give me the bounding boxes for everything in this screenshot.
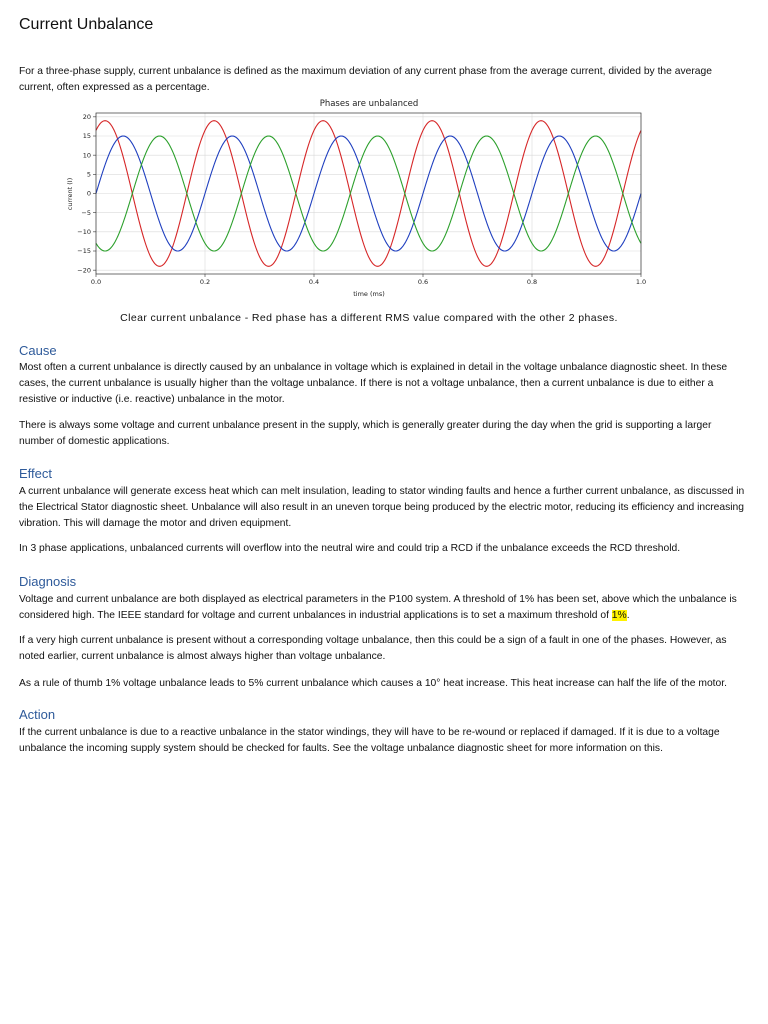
chart-y-axis-label: current (I) bbox=[66, 177, 74, 211]
y-tick-label: 0 bbox=[86, 189, 91, 198]
y-tick-label: −20 bbox=[77, 266, 91, 275]
action-heading: Action bbox=[19, 707, 56, 722]
x-tick-label: 0.4 bbox=[308, 278, 320, 286]
x-tick-label: 0.6 bbox=[417, 278, 429, 286]
y-tick-label: −5 bbox=[81, 208, 91, 217]
diagnosis-heading: Diagnosis bbox=[19, 574, 77, 589]
chart-x-axis-label: time (ms) bbox=[353, 290, 385, 298]
highlighted-threshold: 1% bbox=[611, 610, 627, 622]
chart-title: Phases are unbalanced bbox=[319, 99, 419, 109]
chart-axes bbox=[77, 113, 646, 286]
phase-current-chart bbox=[60, 96, 650, 306]
effect-paragraph-2: In 3 phase applications, unbalanced currents will overflow into the neutral wire and could trip a RCD if the unbalance exceeds the RCD threshold. bbox=[19, 543, 681, 554]
y-tick-label: 20 bbox=[82, 113, 91, 122]
diagnosis-p1-end: . bbox=[626, 610, 630, 622]
diagnosis-paragraph-3: As a rule of thumb 1% voltage unbalance leads to 5% current unbalance which causes a 10° heat increase. This heat increase can half the life of the motor. bbox=[19, 678, 727, 689]
action-paragraph-1: If the current unbalance is due to a reactive unbalance in the stator windings, they will have to be re-wound or replaced if damaged. If it is due to a voltage unbalance the incoming supply system should be checked for faults. See the voltage unbalance diagnostic sheet for more information on this. bbox=[19, 727, 720, 755]
diagnosis-p1-text: Voltage and current unbalance are both displayed as electrical parameters in the P100 system. A threshold of 1% has been set, above which the unbalance is considered high. The IEEE standard for voltage and current unbalances in industrial applications is to set a maximum threshold of bbox=[19, 594, 737, 622]
x-tick-label: 0.8 bbox=[526, 278, 538, 286]
cause-heading: Cause bbox=[19, 343, 57, 358]
intro-paragraph: For a three-phase supply, current unbalance is defined as the maximum deviation of any current phase from the average current, divided by the average current, often expressed as a percentage. bbox=[19, 66, 712, 94]
cause-paragraph-1: Most often a current unbalance is directly caused by an unbalance in voltage which is explained in detail in the voltage unbalance diagnostic sheet. In these cases, the current unbalance is usually higher than the voltage unbalance. If there is not a voltage unbalance, then a current unbalance is due to either a resistive or inductive (i.e. reactive) unbalance in the motor. bbox=[19, 362, 728, 406]
effect-paragraph-1: A current unbalance will generate excess heat which can melt insulation, leading to stator winding faults and hence a further current unbalance, as discussed in the Electrical Stator diagnostic sheet. Unbalance will also result in an uneven torque being produced by the electric motor, reducing its efficiency and increasing vibration. This will damage the motor and driven equipment. bbox=[19, 486, 745, 530]
diagnosis-paragraph-2: If a very high current unbalance is present without a corresponding voltage unbalance, then this could be a sign of a fault in one of the phases. However, as noted earlier, current unbalance is almost always higher than voltage unbalance. bbox=[19, 635, 727, 663]
y-tick-label: 10 bbox=[82, 151, 91, 160]
y-tick-label: 5 bbox=[86, 170, 91, 179]
y-tick-label: −10 bbox=[77, 228, 91, 237]
y-tick-label: −15 bbox=[77, 247, 91, 256]
x-tick-label: 1.0 bbox=[635, 278, 647, 286]
diagnosis-paragraph-1 bbox=[19, 592, 749, 624]
chart-caption: Clear current unbalance - Red phase has a different RMS value compared with the other 2 phases. bbox=[120, 312, 618, 324]
page-title: Current Unbalance bbox=[19, 16, 154, 33]
cause-paragraph-2: There is always some voltage and current unbalance present in the supply, which is generally greater during the day when the grid is supporting a larger number of domestic applications. bbox=[19, 420, 712, 448]
x-tick-label: 0.2 bbox=[199, 278, 211, 286]
effect-heading: Effect bbox=[19, 466, 53, 481]
y-tick-label: 15 bbox=[82, 132, 91, 141]
x-tick-label: 0.0 bbox=[90, 278, 102, 286]
